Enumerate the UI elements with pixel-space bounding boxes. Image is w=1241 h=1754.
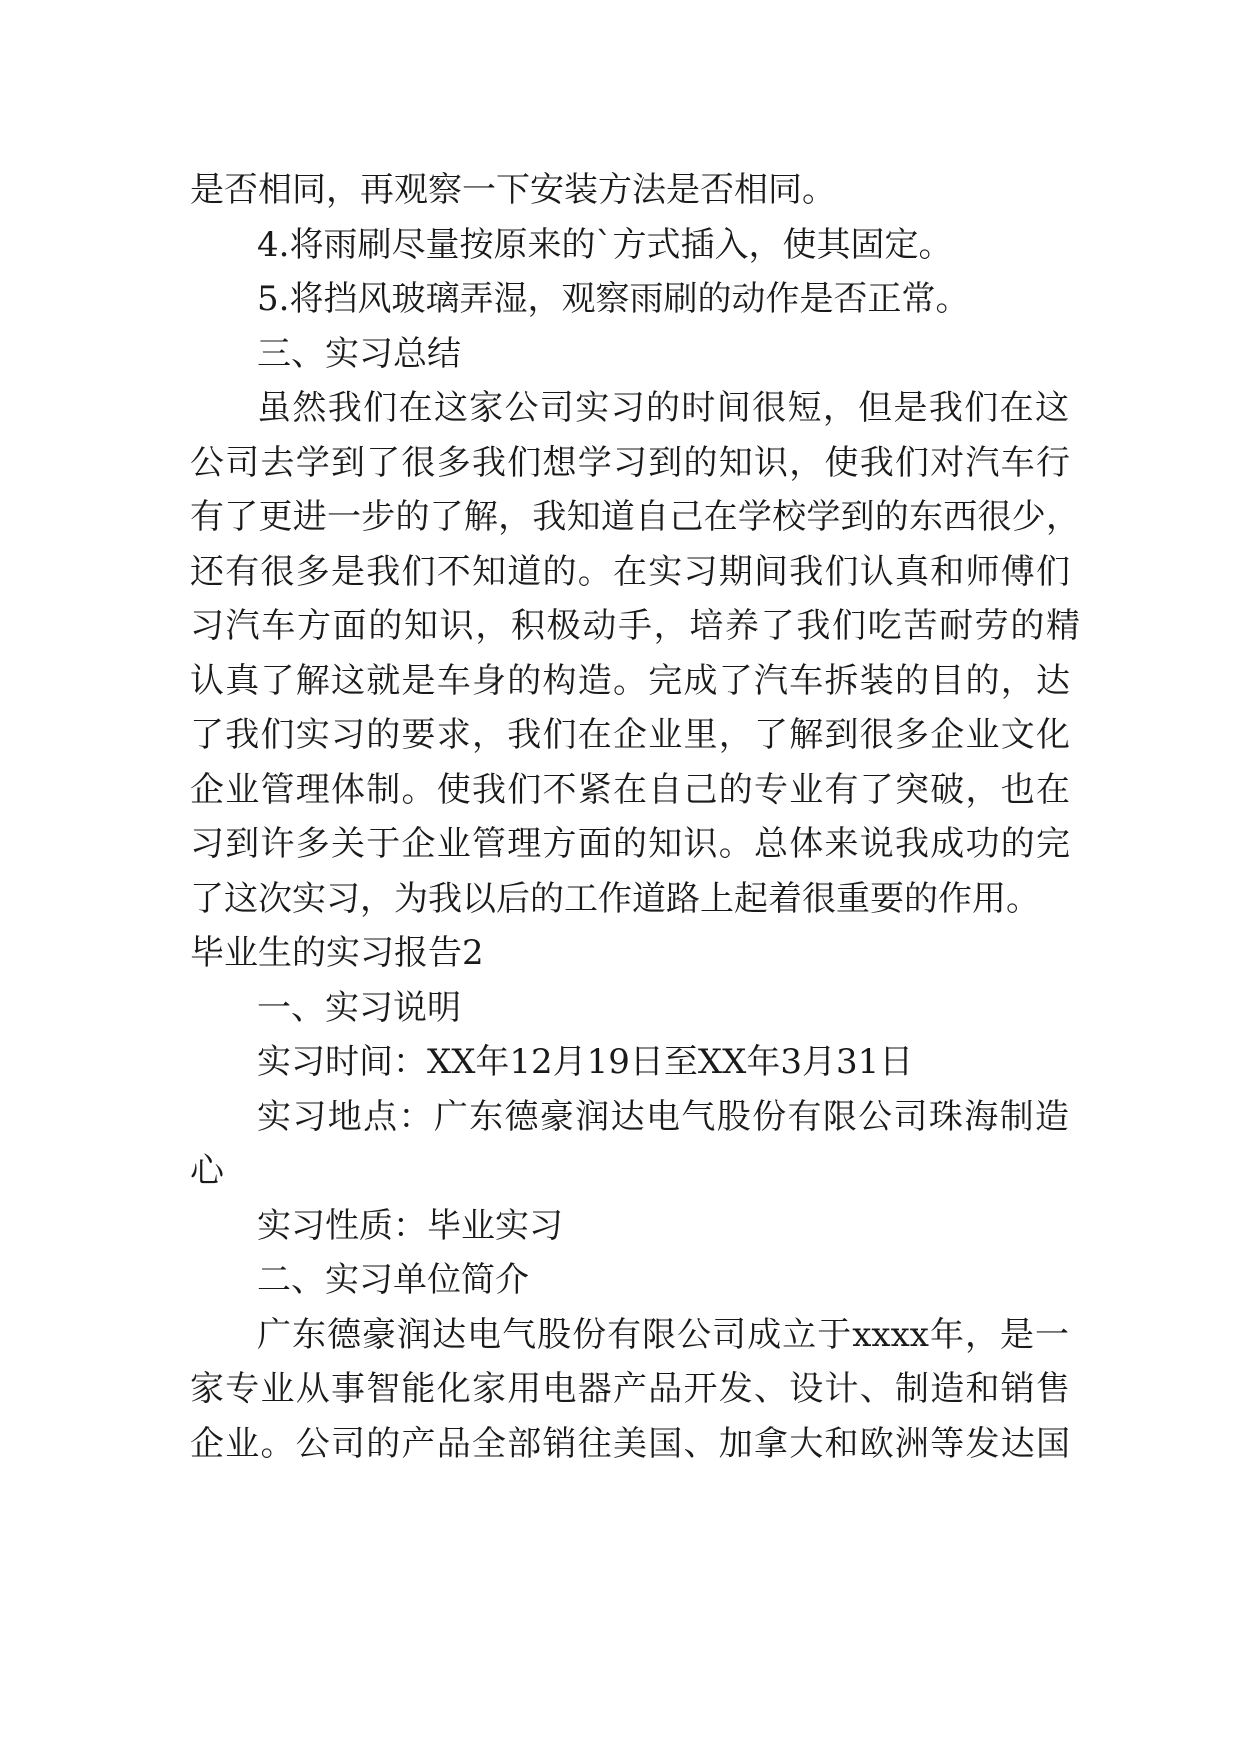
internship-time: 实习时间：XX年12月19日至XX年3月31日 bbox=[257, 1042, 914, 1082]
company-intro-line: 企业。公司的产品全部销往美国、加拿大和欧洲等发达国 bbox=[190, 1424, 1070, 1464]
summary-paragraph-line: 有了更进一步的了解，我知道自己在学校学到的东西很少， bbox=[190, 497, 1080, 537]
internship-location: 实习地点：广东德豪润达电气股份有限公司珠海制造 bbox=[257, 1097, 1069, 1137]
company-intro-line: 广东德豪润达电气股份有限公司成立于xxxx年，是一 bbox=[257, 1315, 1069, 1355]
summary-paragraph-line: 公司去学到了很多我们想学习到的知识，使我们对汽车行 bbox=[190, 443, 1070, 483]
internship-nature: 实习性质：毕业实习 bbox=[257, 1206, 563, 1246]
paragraph-continuation-line: 是否相同，再观察一下安装方法是否相同。 bbox=[190, 170, 836, 210]
section-heading-company-intro: 二、实习单位简介 bbox=[257, 1260, 529, 1300]
summary-paragraph-line: 习到许多关于企业管理方面的知识。总体来说我成功的完 bbox=[190, 824, 1070, 864]
summary-paragraph-line: 认真了解这就是车身的构造。完成了汽车拆装的目的，达 bbox=[190, 661, 1070, 701]
summary-paragraph-line: 了我们实习的要求，我们在企业里，了解到很多企业文化 bbox=[190, 715, 1070, 755]
section-heading-internship-description: 一、实习说明 bbox=[257, 988, 461, 1028]
summary-paragraph-line: 还有很多是我们不知道的。在实习期间我们认真和师傅们 bbox=[190, 552, 1070, 592]
summary-paragraph-line: 习汽车方面的知识，积极动手，培养了我们吃苦耐劳的精 bbox=[190, 606, 1080, 646]
company-intro-line: 家专业从事智能化家用电器产品开发、设计、制造和销售 bbox=[190, 1369, 1070, 1409]
internship-location-continuation: 心 bbox=[190, 1151, 224, 1191]
summary-paragraph-line: 虽然我们在这家公司实习的时间很短，但是我们在这 bbox=[257, 388, 1069, 428]
report-title: 毕业生的实习报告2 bbox=[190, 933, 484, 973]
summary-paragraph-line: 了这次实习，为我以后的工作道路上起着很重要的作用。 bbox=[190, 879, 1040, 919]
section-heading-internship-summary: 三、实习总结 bbox=[257, 334, 461, 374]
summary-paragraph-line: 企业管理体制。使我们不紧在自己的专业有了突破，也在 bbox=[190, 770, 1070, 810]
step-4-line: 4.将雨刷尽量按原来的`方式插入，使其固定。 bbox=[257, 225, 953, 265]
step-5-line: 5.将挡风玻璃弄湿，观察雨刷的动作是否正常。 bbox=[257, 279, 970, 319]
